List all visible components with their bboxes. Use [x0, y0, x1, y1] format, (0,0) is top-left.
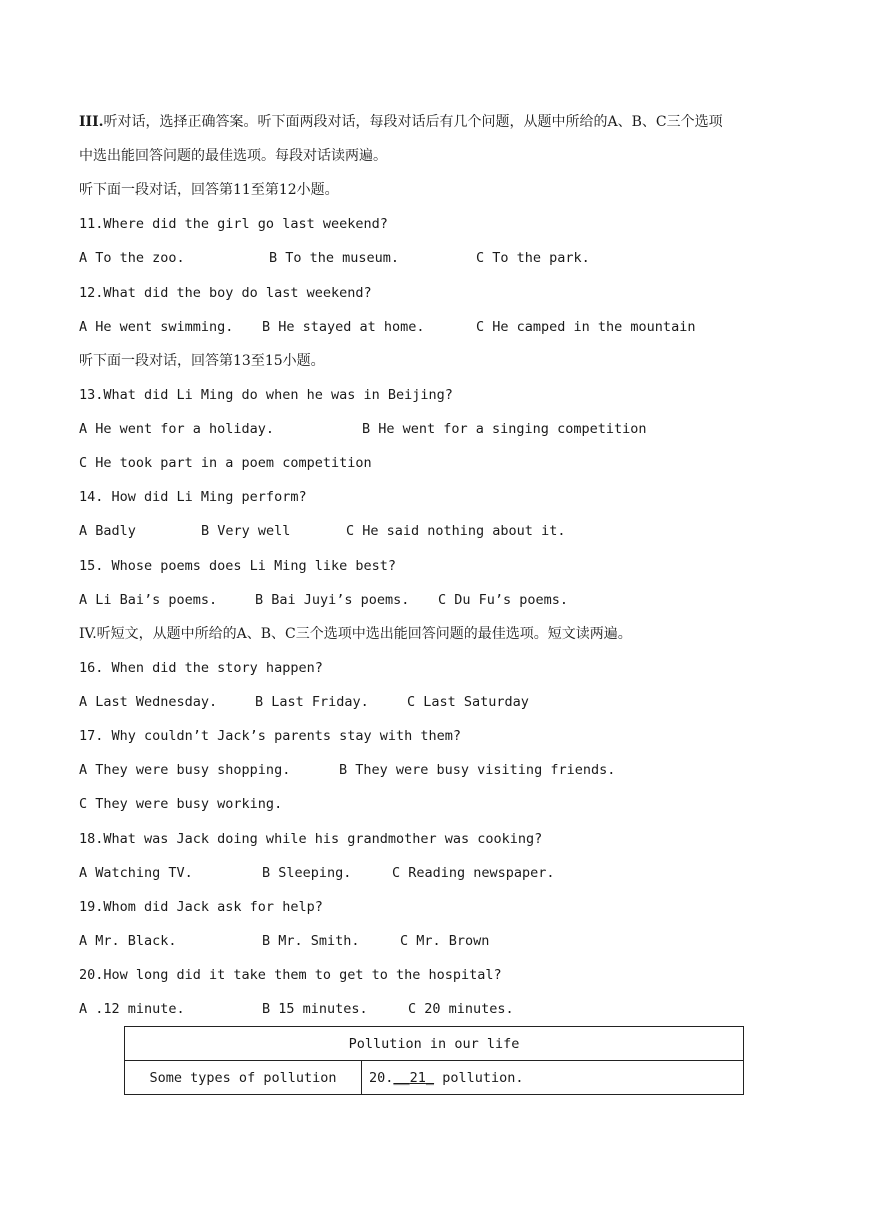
- option-b: B Bai Juyi’s poems.: [255, 592, 410, 608]
- table-right-cell: [362, 1061, 744, 1095]
- section-3-intro-line-2: 中选出能回答问题的最佳选项。每段对话读两遍。: [79, 148, 387, 164]
- table-row: [125, 1061, 744, 1095]
- pollution-table: [124, 1026, 744, 1095]
- question-13-options: [79, 420, 779, 438]
- option-c: C Mr. Brown: [400, 933, 490, 949]
- blank-post: _: [425, 1069, 435, 1086]
- option-a: A .12 minute.: [79, 1001, 185, 1017]
- question-19-options: [79, 932, 779, 950]
- question-20-options: [79, 1000, 779, 1018]
- option-b: B They were busy visiting friends.: [339, 762, 616, 778]
- option-b: B Sleeping.: [262, 865, 352, 881]
- blank-number: 21: [409, 1069, 426, 1086]
- section-3-number: III.: [79, 114, 104, 130]
- question-14-options: [79, 522, 779, 540]
- option-b: B Last Friday.: [255, 694, 369, 710]
- option-a: A They were busy shopping.: [79, 762, 291, 778]
- option-a: A To the zoo.: [79, 250, 185, 266]
- question-12-options: [79, 318, 779, 336]
- question-19: 19.Whom did Jack ask for help?: [79, 899, 323, 915]
- option-a: A Last Wednesday.: [79, 694, 218, 710]
- question-11-options: [79, 249, 779, 267]
- option-a: A Li Bai’s poems.: [79, 592, 218, 608]
- option-c: C They were busy working.: [79, 796, 283, 812]
- option-c: C To the park.: [476, 250, 590, 266]
- option-a: A Watching TV.: [79, 865, 193, 881]
- option-c: C Reading newspaper.: [392, 865, 555, 881]
- table-title: Pollution in our life: [125, 1027, 744, 1061]
- question-18: 18.What was Jack doing while his grandmother was cooking?: [79, 831, 543, 847]
- option-c: C He said nothing about it.: [346, 523, 566, 539]
- question-17-options: [79, 761, 779, 779]
- option-a: A He went for a holiday.: [79, 421, 275, 437]
- option-b: B He stayed at home.: [262, 319, 425, 335]
- question-14: 14. How did Li Ming perform?: [79, 489, 307, 505]
- section-3-intro-line-1: 听对话，选择正确答案。听下面两段对话，每段对话后有几个问题，从题中所给的A、B、C三个选项: [103, 114, 723, 130]
- table-row: [125, 1027, 744, 1061]
- option-a: A Badly: [79, 523, 136, 539]
- option-c: C He camped in the mountain: [476, 319, 696, 335]
- option-b: B Very well: [201, 523, 291, 539]
- option-a: A Mr. Black.: [79, 933, 177, 949]
- option-a: A He went swimming.: [79, 319, 234, 335]
- blank-pre: __: [393, 1069, 410, 1086]
- option-c: C He took part in a poem competition: [79, 455, 372, 471]
- question-15-options: [79, 591, 779, 609]
- blank-suffix: pollution.: [434, 1069, 524, 1086]
- option-b: B He went for a singing competition: [362, 421, 647, 437]
- question-12: 12.What did the boy do last weekend?: [79, 285, 372, 301]
- option-c: C Last Saturday: [407, 694, 529, 710]
- option-b: B 15 minutes.: [262, 1001, 368, 1017]
- question-16: 16. When did the story happen?: [79, 660, 323, 676]
- blank-prefix: 20.: [369, 1069, 394, 1086]
- dialog-2-intro: 听下面一段对话，回答第13至15小题。: [79, 353, 325, 369]
- question-20: 20.How long did it take them to get to the hospital?: [79, 967, 502, 983]
- section-4-instructions: IV.听短文，从题中所给的A、B、C三个选项中选出能回答问题的最佳选项。短文读两遍。: [79, 626, 632, 642]
- option-b: B To the museum.: [269, 250, 400, 266]
- option-b: B Mr. Smith.: [262, 933, 360, 949]
- dialog-1-intro: 听下面一段对话，回答第11至第12小题。: [79, 182, 339, 198]
- section-3-instructions: [79, 113, 723, 131]
- question-15: 15. Whose poems does Li Ming like best?: [79, 558, 396, 574]
- question-13: 13.What did Li Ming do when he was in Beijing?: [79, 387, 453, 403]
- question-17: 17. Why couldn’t Jack’s parents stay with them?: [79, 728, 462, 744]
- option-c: C 20 minutes.: [408, 1001, 514, 1017]
- question-11: 11.Where did the girl go last weekend?: [79, 216, 388, 232]
- answer-blank[interactable]: [393, 1070, 434, 1086]
- option-c: C Du Fu’s poems.: [438, 592, 569, 608]
- question-18-options: [79, 864, 779, 882]
- table-left-cell: Some types of pollution: [125, 1061, 362, 1095]
- question-16-options: [79, 693, 779, 711]
